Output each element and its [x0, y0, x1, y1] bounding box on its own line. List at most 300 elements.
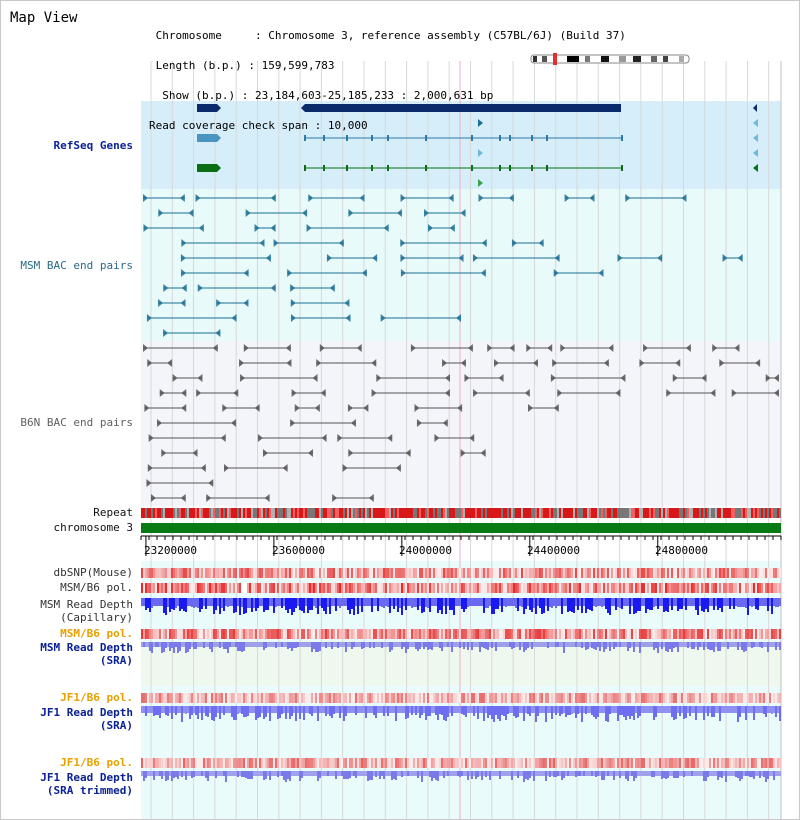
- depth-bar: [301, 642, 303, 646]
- polymorphism-density-cell: [375, 629, 377, 639]
- repeat-segment: [371, 508, 373, 518]
- polymorphism-density-cell: [581, 583, 583, 593]
- polymorphism-density-cell: [667, 568, 669, 578]
- polymorphism-density-cell: [741, 629, 743, 639]
- polymorphism-density-cell: [627, 758, 629, 768]
- depth-bar: [331, 771, 333, 774]
- repeat-segment: [777, 508, 779, 518]
- polymorphism-density-cell: [479, 758, 481, 768]
- repeat-segment: [523, 508, 525, 518]
- polymorphism-density-cell: [497, 758, 499, 768]
- polymorphism-density-cell: [353, 629, 355, 639]
- polymorphism-density-cell: [181, 629, 183, 639]
- polymorphism-density-cell: [537, 758, 539, 768]
- depth-bar: [221, 706, 223, 713]
- polymorphism-density-cell: [475, 583, 477, 593]
- polymorphism-density-cell: [597, 568, 599, 578]
- polymorphism-density-cell: [727, 629, 729, 639]
- depth-bar: [665, 771, 667, 779]
- depth-bar: [711, 771, 713, 774]
- polymorphism-density-cell: [779, 583, 781, 593]
- polymorphism-density-cell: [501, 629, 503, 639]
- polymorphism-density-cell: [147, 583, 149, 593]
- depth-bar: [359, 771, 361, 775]
- polymorphism-density-cell: [577, 693, 579, 703]
- depth-bar: [601, 598, 603, 607]
- polymorphism-density-cell: [297, 583, 299, 593]
- polymorphism-density-cell: [615, 629, 617, 639]
- polymorphism-density-cell: [205, 758, 207, 768]
- polymorphism-density-cell: [269, 568, 271, 578]
- depth-bar: [333, 598, 335, 605]
- depth-bar: [733, 642, 735, 645]
- depth-bar: [585, 706, 587, 714]
- depth-bar: [313, 706, 315, 711]
- polymorphism-density-cell: [217, 568, 219, 578]
- repeat-segment: [775, 508, 777, 518]
- polymorphism-density-cell: [721, 758, 723, 768]
- polymorphism-density-cell: [579, 758, 581, 768]
- polymorphism-density-cell: [213, 568, 215, 578]
- depth-bar: [705, 771, 707, 781]
- depth-bar: [159, 771, 161, 776]
- depth-bar: [419, 706, 421, 718]
- depth-bar: [487, 771, 489, 775]
- polymorphism-density-cell: [339, 693, 341, 703]
- depth-bar: [335, 598, 337, 611]
- polymorphism-density-cell: [623, 629, 625, 639]
- polymorphism-density-cell: [159, 583, 161, 593]
- polymorphism-density-cell: [725, 583, 727, 593]
- polymorphism-density-cell: [645, 693, 647, 703]
- depth-bar: [607, 642, 609, 645]
- polymorphism-density-cell: [663, 629, 665, 639]
- track-label-msm-depth-capillary[interactable]: MSM Read Depth: [40, 598, 133, 611]
- polymorphism-density-cell: [387, 583, 389, 593]
- repeat-segment: [161, 508, 163, 518]
- repeat-segment: [517, 508, 519, 518]
- polymorphism-density-cell: [205, 629, 207, 639]
- polymorphism-density-cell: [211, 758, 213, 768]
- polymorphism-density-cell: [407, 568, 409, 578]
- depth-bar: [315, 642, 317, 652]
- polymorphism-density-cell: [565, 758, 567, 768]
- polymorphism-density-cell: [267, 583, 269, 593]
- polymorphism-density-cell: [221, 568, 223, 578]
- polymorphism-density-cell: [533, 758, 535, 768]
- polymorphism-density-cell: [715, 693, 717, 703]
- polymorphism-density-cell: [165, 568, 167, 578]
- polymorphism-density-cell: [149, 758, 151, 768]
- polymorphism-density-cell: [563, 568, 565, 578]
- polymorphism-density-cell: [153, 629, 155, 639]
- polymorphism-density-cell: [597, 583, 599, 593]
- polymorphism-density-cell: [723, 693, 725, 703]
- depth-bar: [191, 706, 193, 715]
- repeat-segment: [751, 508, 753, 518]
- depth-bar: [557, 706, 559, 711]
- polymorphism-density-cell: [405, 583, 407, 593]
- repeat-segment: [663, 508, 665, 518]
- repeat-segment: [691, 508, 693, 518]
- depth-bar: [171, 598, 173, 609]
- repeat-segment: [571, 508, 573, 518]
- depth-bar: [295, 706, 297, 721]
- polymorphism-density-cell: [179, 693, 181, 703]
- polymorphism-density-cell: [259, 629, 261, 639]
- polymorphism-density-cell: [459, 693, 461, 703]
- depth-bar: [637, 642, 639, 645]
- depth-bar: [267, 598, 269, 610]
- polymorphism-density-cell: [259, 583, 261, 593]
- polymorphism-density-cell: [315, 758, 317, 768]
- polymorphism-density-cell: [777, 629, 779, 639]
- depth-bar: [647, 642, 649, 645]
- depth-bar: [705, 706, 707, 711]
- depth-bar: [367, 706, 369, 712]
- depth-bar: [249, 771, 251, 779]
- polymorphism-density-cell: [265, 629, 267, 639]
- depth-bar: [591, 771, 593, 776]
- depth-bar: [689, 771, 691, 775]
- depth-bar: [279, 706, 281, 718]
- depth-bar: [605, 642, 607, 649]
- polymorphism-density-cell: [391, 629, 393, 639]
- polymorphism-density-cell: [463, 583, 465, 593]
- polymorphism-density-cell: [283, 568, 285, 578]
- depth-bar: [245, 642, 247, 646]
- depth-bar: [557, 642, 559, 647]
- polymorphism-density-cell: [665, 568, 667, 578]
- depth-bar: [225, 771, 227, 782]
- depth-bar: [331, 642, 333, 649]
- polymorphism-density-cell: [545, 583, 547, 593]
- polymorphism-density-cell: [395, 693, 397, 703]
- depth-bar: [533, 706, 535, 711]
- polymorphism-density-cell: [331, 583, 333, 593]
- polymorphism-density-cell: [529, 583, 531, 593]
- track-label-refseq[interactable]: RefSeq Genes: [53, 139, 133, 152]
- polymorphism-density-cell: [535, 758, 537, 768]
- depth-bar: [467, 598, 469, 607]
- polymorphism-density-cell: [565, 568, 567, 578]
- depth-bar: [737, 642, 739, 650]
- depth-bar: [367, 598, 369, 605]
- track-label-b6n-bac[interactable]: B6N BAC end pairs: [20, 416, 133, 429]
- depth-bar: [179, 598, 181, 611]
- depth-bar: [183, 598, 185, 611]
- track-label-msm-pol-sra[interactable]: MSM/B6 pol.: [60, 627, 133, 640]
- track-label-jf1-pol-2[interactable]: JF1/B6 pol.: [60, 756, 133, 769]
- polymorphism-density-cell: [405, 758, 407, 768]
- polymorphism-density-cell: [557, 568, 559, 578]
- depth-bar: [563, 771, 565, 778]
- track-label-chromosome[interactable]: chromosome 3: [53, 521, 133, 534]
- polymorphism-density-cell: [591, 693, 593, 703]
- depth-bar: [259, 598, 261, 605]
- track-label-msm-depth-sra-sub[interactable]: (SRA): [99, 654, 133, 667]
- polymorphism-density-cell: [635, 629, 637, 639]
- depth-bar: [243, 642, 245, 651]
- depth-bar: [681, 598, 683, 609]
- polymorphism-density-cell: [223, 568, 225, 578]
- repeat-segment: [675, 508, 677, 518]
- depth-bar: [505, 706, 507, 720]
- depth-bar: [533, 771, 535, 781]
- polymorphism-density-cell: [305, 693, 307, 703]
- repeat-segment: [425, 508, 427, 518]
- depth-bar: [391, 771, 393, 780]
- polymorphism-density-cell: [197, 629, 199, 639]
- polymorphism-density-cell: [211, 583, 213, 593]
- depth-bar: [345, 598, 347, 606]
- polymorphism-density-cell: [731, 758, 733, 768]
- polymorphism-density-cell: [433, 758, 435, 768]
- polymorphism-density-cell: [629, 568, 631, 578]
- polymorphism-density-cell: [317, 583, 319, 593]
- depth-bar: [663, 771, 665, 778]
- polymorphism-density-cell: [411, 583, 413, 593]
- depth-bar: [383, 706, 385, 716]
- track-label-jf1-depth-2[interactable]: JF1 Read Depth: [40, 771, 133, 784]
- depth-bar: [223, 642, 225, 649]
- track-label-jf1-depth-1-sub[interactable]: (SRA): [99, 719, 133, 732]
- depth-bar: [521, 598, 523, 607]
- depth-bar: [343, 642, 345, 645]
- polymorphism-density-cell: [471, 758, 473, 768]
- depth-bar: [729, 598, 731, 609]
- depth-bar: [639, 771, 641, 774]
- polymorphism-density-cell: [357, 693, 359, 703]
- polymorphism-density-cell: [587, 583, 589, 593]
- depth-bar: [461, 642, 463, 645]
- polymorphism-density-cell: [775, 629, 777, 639]
- polymorphism-density-cell: [553, 568, 555, 578]
- depth-bar: [253, 771, 255, 775]
- depth-bar: [511, 642, 513, 649]
- depth-bar: [711, 598, 713, 604]
- track-label-jf1-depth-2-sub[interactable]: (SRA trimmed): [46, 784, 133, 797]
- polymorphism-density-cell: [265, 693, 267, 703]
- polymorphism-density-cell: [287, 629, 289, 639]
- polymorphism-density-cell: [325, 629, 327, 639]
- track-label-jf1-depth-1[interactable]: JF1 Read Depth: [40, 706, 133, 719]
- depth-bar: [729, 771, 731, 775]
- polymorphism-density-cell: [441, 693, 443, 703]
- repeat-segment: [763, 508, 765, 518]
- repeat-segment: [427, 508, 429, 518]
- depth-bar: [451, 706, 453, 716]
- depth-bar: [769, 706, 771, 711]
- depth-bar: [619, 598, 621, 608]
- polymorphism-density-cell: [593, 758, 595, 768]
- polymorphism-density-cell: [357, 583, 359, 593]
- depth-bar: [443, 771, 445, 778]
- polymorphism-density-cell: [677, 693, 679, 703]
- depth-bar: [269, 771, 271, 780]
- polymorphism-density-cell: [639, 568, 641, 578]
- polymorphism-density-cell: [509, 568, 511, 578]
- polymorphism-density-cell: [269, 758, 271, 768]
- depth-bar: [415, 642, 417, 649]
- depth-bar: [273, 706, 275, 711]
- depth-bar: [767, 771, 769, 779]
- depth-bar: [199, 706, 201, 712]
- polymorphism-density-cell: [523, 693, 525, 703]
- polymorphism-density-cell: [183, 758, 185, 768]
- polymorphism-density-cell: [257, 583, 259, 593]
- gene-exon: [323, 165, 325, 171]
- depth-bar: [479, 771, 481, 774]
- polymorphism-density-cell: [585, 758, 587, 768]
- depth-bar: [171, 771, 173, 781]
- depth-bar: [645, 642, 647, 646]
- depth-bar: [401, 642, 403, 649]
- repeat-segment: [695, 508, 697, 518]
- depth-bar: [143, 771, 145, 781]
- depth-bar: [753, 771, 755, 779]
- polymorphism-density-cell: [263, 758, 265, 768]
- depth-bar: [761, 771, 763, 775]
- polymorphism-density-cell: [163, 758, 165, 768]
- header-chromosome-row: Chromosome : Chromosome 3, reference assembly (C57BL/6J) (Build 37): [155, 29, 626, 42]
- polymorphism-density-cell: [251, 568, 253, 578]
- polymorphism-density-cell: [377, 758, 379, 768]
- polymorphism-density-cell: [277, 758, 279, 768]
- repeat-segment: [467, 508, 469, 518]
- polymorphism-density-cell: [775, 568, 777, 578]
- depth-bar: [313, 771, 315, 774]
- polymorphism-density-cell: [451, 583, 453, 593]
- depth-bar: [265, 598, 267, 610]
- track-label-msm-bac[interactable]: MSM BAC end pairs: [20, 259, 133, 272]
- depth-bar: [465, 598, 467, 609]
- polymorphism-density-cell: [485, 693, 487, 703]
- polymorphism-density-cell: [591, 568, 593, 578]
- polymorphism-density-cell: [607, 693, 609, 703]
- polymorphism-density-cell: [185, 693, 187, 703]
- polymorphism-density-cell: [679, 629, 681, 639]
- polymorphism-density-cell: [619, 629, 621, 639]
- polymorphism-density-cell: [243, 629, 245, 639]
- depth-bar: [543, 771, 545, 775]
- repeat-segment: [441, 508, 443, 518]
- polymorphism-density-cell: [573, 583, 575, 593]
- depth-bar: [549, 642, 551, 645]
- polymorphism-density-cell: [151, 629, 153, 639]
- polymorphism-density-cell: [359, 629, 361, 639]
- polymorphism-density-cell: [507, 693, 509, 703]
- depth-bar: [283, 598, 285, 605]
- track-label-dbsnp[interactable]: dbSNP(Mouse): [53, 566, 133, 579]
- repeat-segment: [413, 508, 415, 518]
- depth-bar: [513, 642, 515, 648]
- polymorphism-density-cell: [405, 568, 407, 578]
- repeat-segment: [453, 508, 455, 518]
- polymorphism-density-cell: [141, 758, 143, 768]
- depth-bar: [357, 642, 359, 645]
- depth-bar: [427, 642, 429, 650]
- track-label-msm-depth-capillary-sub[interactable]: (Capillary): [60, 611, 133, 624]
- polymorphism-density-cell: [257, 693, 259, 703]
- depth-bar: [571, 642, 573, 646]
- polymorphism-density-cell: [651, 568, 653, 578]
- polymorphism-density-cell: [479, 568, 481, 578]
- polymorphism-density-cell: [269, 693, 271, 703]
- depth-bar: [161, 642, 163, 653]
- depth-bar: [337, 706, 339, 711]
- repeat-segment: [219, 508, 221, 518]
- depth-bar: [461, 598, 463, 609]
- depth-bar: [363, 598, 365, 604]
- depth-bar: [735, 598, 737, 603]
- repeat-segment: [497, 508, 499, 518]
- depth-bar: [229, 706, 231, 713]
- depth-bar: [627, 706, 629, 716]
- polymorphism-density-cell: [665, 758, 667, 768]
- depth-bar: [605, 706, 607, 721]
- polymorphism-density-cell: [467, 758, 469, 768]
- track-label-msm-depth-sra[interactable]: MSM Read Depth: [40, 641, 133, 654]
- polymorphism-density-cell: [525, 758, 527, 768]
- polymorphism-density-cell: [321, 629, 323, 639]
- polymorphism-density-cell: [351, 568, 353, 578]
- repeat-segment: [677, 508, 679, 518]
- depth-bar: [661, 706, 663, 711]
- polymorphism-density-cell: [513, 629, 515, 639]
- depth-bar: [395, 598, 397, 603]
- polymorphism-density-cell: [443, 758, 445, 768]
- polymorphism-density-cell: [521, 693, 523, 703]
- depth-bar: [569, 706, 571, 715]
- depth-bar: [335, 706, 337, 713]
- polymorphism-density-cell: [649, 568, 651, 578]
- polymorphism-density-cell: [445, 568, 447, 578]
- track-label-repeat[interactable]: Repeat: [93, 506, 133, 519]
- repeat-segment: [229, 508, 231, 518]
- depth-bar: [713, 642, 715, 652]
- polymorphism-density-cell: [201, 568, 203, 578]
- repeat-segment: [191, 508, 193, 518]
- repeat-segment: [689, 508, 691, 518]
- depth-bar: [163, 706, 165, 711]
- repeat-segment: [291, 508, 293, 518]
- depth-bar: [289, 598, 291, 609]
- depth-bar: [679, 598, 681, 609]
- polymorphism-density-cell: [545, 568, 547, 578]
- track-label-jf1-pol-1[interactable]: JF1/B6 pol.: [60, 691, 133, 704]
- depth-bar: [609, 706, 611, 714]
- polymorphism-density-cell: [689, 693, 691, 703]
- depth-bar: [457, 706, 459, 711]
- polymorphism-density-cell: [259, 568, 261, 578]
- track-label-msm-pol-capillary[interactable]: MSM/B6 pol.: [60, 581, 133, 594]
- depth-bar: [309, 706, 311, 714]
- depth-bar: [387, 642, 389, 646]
- depth-bar: [331, 706, 333, 718]
- polymorphism-density-cell: [379, 629, 381, 639]
- polymorphism-density-cell: [503, 568, 505, 578]
- polymorphism-density-cell: [313, 583, 315, 593]
- polymorphism-density-cell: [247, 629, 249, 639]
- depth-bar: [155, 706, 157, 715]
- polymorphism-density-cell: [283, 583, 285, 593]
- depth-bar: [349, 706, 351, 711]
- depth-bar: [723, 642, 725, 647]
- depth-bar: [399, 598, 401, 608]
- depth-bar: [679, 771, 681, 775]
- polymorphism-density-cell: [219, 568, 221, 578]
